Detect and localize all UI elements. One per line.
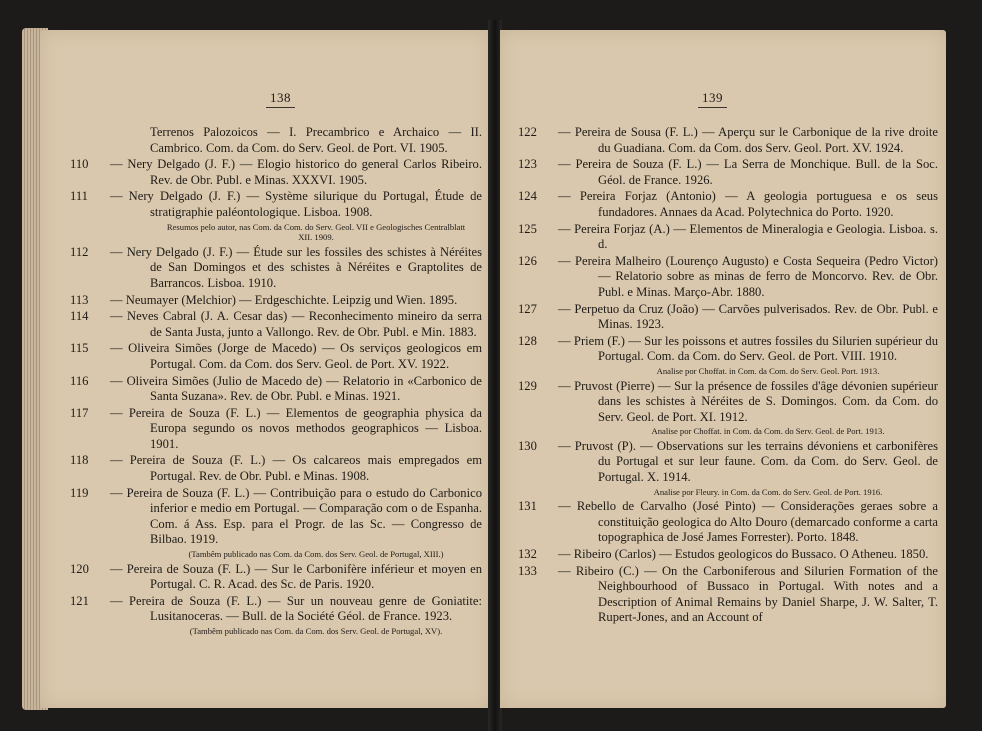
right-page — [500, 30, 946, 708]
bib-entry: 127 — Perpetuo da Cruz (João) — Carvões pulverisados. Rev. de Obr. Publ. e Minas. 1923. — [518, 301, 938, 332]
bib-entry: 112 — Nery Delgado (J. F.) — Étude sur les fossiles des schistes à Néréites de San Domingos et des schistes à Néréites e Graptolites de Barrancos. Lisboa. 1910. — [70, 244, 482, 290]
bib-entry: 110 — Nery Delgado (J. F.) — Elogio historico do general Carlos Ribeiro. Rev. de Obr. Publ. e Minas. XXXVI. 1905. — [70, 157, 482, 187]
bib-entry: 131 — Rebello de Carvalho (José Pinto) — Considerações geraes sobre a constituição geologica do Alto Douro (demarcado conforme a carta topographica de José James Forrester). Porto. 1848. — [518, 499, 938, 545]
bib-entry: 119 — Pereira de Souza (F. L.) — Contribuição para o estudo do Carbonico inferior e medio em Portugal. — Comparação com o de Espanha. Com. á Ass. Esp. para el Progr. de las Sc. — Congresso de Bilbao. 1919. — [70, 485, 482, 547]
right-entries — [518, 125, 938, 627]
bib-entry: 122 — Pereira de Sousa (F. L.) — Aperçu sur le Carbonique de la rive droite du Guadiana. Com. da Com. dos Serv. Geol. Port. XV. 1924. — [518, 125, 938, 155]
bib-entry: 124 — Pereira Forjaz (Antonio) — A geologia portuguesa e os seus fundadores. Annaes da Acad. Polytechnica do Porto. 1920. — [518, 189, 938, 219]
bib-entry: 129 — Pruvost (Pierre) — Sur la présence de fossiles d'âge dévonien supérieur dans les schistes à Néréites de S. Domingos. Com. da Com. do Serv. Geol. de Port. XI. 1912. — [518, 378, 938, 424]
left-page — [40, 30, 490, 708]
right-page-number: 139 — [698, 90, 727, 108]
bib-entry: 116 — Oliveira Simões (Julio de Macedo de) — Relatorio in «Carbonico de Santa Suzana». Rev. de Obr. Publ. e Minas. 1921. — [70, 373, 482, 404]
bib-entry: 120 — Pereira de Souza (F. L.) — Sur le Carbonifère inférieur et moyen en Portugal. C. R. Acad. des Sc. de Paris. 1920. — [70, 561, 482, 592]
bib-entry: 111 — Nery Delgado (J. F.) — Système silurique du Portugal, Étude de stratigraphie paléontologique. Lisboa. 1908. — [70, 189, 482, 219]
bib-note: (Tambêm publicado nas Com. da Com. dos Serv. Geol. de Portugal, XIII.) — [188, 549, 444, 560]
bib-entry: 123 — Pereira de Souza (F. L.) — La Serra de Monchique. Bull. de la Soc. Géol. de France. 1926. — [518, 157, 938, 187]
bib-note: Resumos pelo autor, nas Com. da Com. do Serv. Geol. VII e Geologisches Centralblatt XII. 1909. — [166, 221, 466, 243]
bib-entry: 133 — Ribeiro (C.) — On the Carboniferous and Silurien Formation of the Neighbourhood of Bussaco in Portugal. With notes and a Description of Animal Remains by Daniel Sharpe, J. W. Salter, T. Rupert-Jones, and an Account of — [518, 563, 938, 625]
bib-entry: 125 — Pereira Forjaz (A.) — Elementos de Mineralogia e Geologia. Lisboa. s. d. — [518, 221, 938, 252]
bib-entry: 113 — Neumayer (Melchior) — Erdgeschichte. Leipzig und Wien. 1895. — [70, 292, 458, 307]
bib-note: Analise por Fleury. in Com. da Com. do Serv. Geol. de Port. 1916. — [653, 486, 883, 497]
bib-note: Analise por Choffat. in Com. da Com. do Serv. Geol. Port. 1913. — [656, 365, 880, 376]
left-page-number: 138 — [266, 90, 295, 108]
bib-entry: 128 — Priem (F.) — Sur les poissons et autres fossiles du Silurien supérieur du Portugal. Com. da Com. do Serv. Geol. de Port. VIII. 1910. — [518, 333, 938, 364]
bib-note: (Tambêm publicado nas Com. da Com. dos Serv. Geol. de Portugal, XV). — [189, 626, 443, 636]
bib-note: Analise por Choffat. in Com. da Com. do Serv. Geol. de Port. 1913. — [651, 426, 885, 437]
bib-entry: 114 — Neves Cabral (J. A. Cesar das) — Reconhecimento mineiro da serra de Santa Justa, junto a Vallongo. Rev. de Obr. Publ. e Min. 1883. — [70, 309, 482, 339]
bib-entry: 117 — Pereira de Souza (F. L.) — Elementos de geographia physica da Europa segundo os novos methodos geographicos — Lisboa. 1901. — [70, 405, 482, 451]
bib-entry: 132 — Ribeiro (Carlos) — Estudos geologicos do Bussaco. O Atheneu. 1850. — [518, 547, 929, 562]
bib-entry: 130 — Pruvost (P). — Observations sur les terrains dévoniens et carbonifères du Portugal et sur leur faune. Com. da Com. do Serv. Geol. de Portugal. X. 1914. — [518, 438, 938, 485]
bib-entry: 118 — Pereira de Souza (F. L.) — Os calcareos mais empregados em Portugal. Rev. de Obr. Publ. e Minas. 1908. — [70, 453, 482, 484]
bib-entry: Terrenos Palozoicos — I. Precambrico e Archaico — II. Cambrico. Com. da Com. do Serv. Geol. de Port. VI. 1905. — [150, 125, 482, 155]
bib-entry: 126 — Pereira Malheiro (Lourenço Augusto) e Costa Sequeira (Pedro Victor) — Relatorio sobre as minas de ferro de Moncorvo. Rev. de Obr. Publ. e Minas. Março-Abr. 1880. — [518, 253, 938, 299]
bib-entry: 121 — Pereira de Souza (F. L.) — Sur un nouveau genre de Goniatite: Lusitanoceras. — Bull. de la Société Géol. de France. 1923. — [70, 593, 482, 624]
bib-entry: 115 — Oliveira Simões (Jorge de Macedo) — Os serviços geologicos em Portugal. Com. da Com. dos Serv. Geol. de Port. XV. 1922. — [70, 341, 482, 371]
left-entries — [70, 125, 482, 639]
